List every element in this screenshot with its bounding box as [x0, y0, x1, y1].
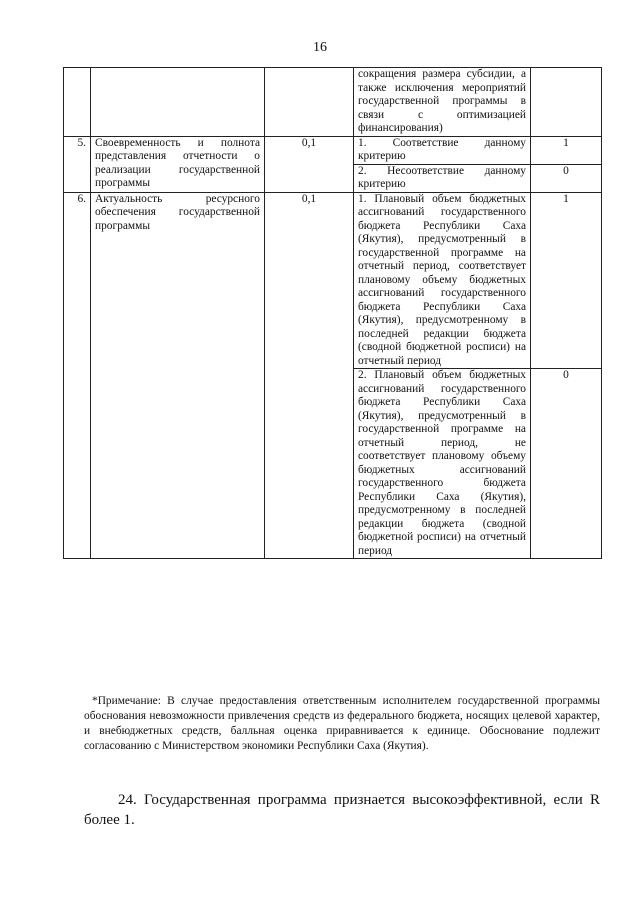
evaluation-criterion-cell: 2. Несоответствие данному критерию: [354, 164, 531, 192]
score-cell: 0: [531, 369, 602, 559]
weight-cell: [265, 68, 354, 137]
footnote: *Примечание: В случае предоставления ответственным исполнителем государственной программы обоснования невозможности привлечения средств из федерального бюджета, носящих целевой характер, и внебюджетных средств, балльная оценка приравнивается к единице. Обоснование подлежит согласованию с Министерством экономики Республики Саха (Якутия).: [84, 695, 600, 752]
row-number-cell: 6.: [64, 192, 91, 559]
table-row: [64, 192, 602, 369]
page-number: 16: [313, 40, 327, 55]
row-number-cell: 5.: [64, 136, 91, 192]
table-row: [64, 136, 602, 164]
score-cell: [531, 68, 602, 137]
criteria-table: [63, 67, 602, 559]
row-number-cell: [64, 68, 91, 137]
criterion-name-cell: [91, 68, 265, 137]
score-cell: 0: [531, 164, 602, 192]
criterion-name-cell: Своевременность и полнота представления отчетности о реализации государственной программы: [91, 136, 265, 192]
evaluation-criterion-cell: 1. Соответствие данному критерию: [354, 136, 531, 164]
score-cell: 1: [531, 192, 602, 369]
paragraph-24: 24. Государственная программа признается высокоэффективной, если R более 1.: [84, 792, 600, 828]
weight-cell: 0,1: [265, 136, 354, 192]
evaluation-criterion-cell: сокращения размера субсидии, а также исключения мероприятий государственной программы в связи с оптимизацией финансирования): [354, 68, 531, 137]
weight-cell: 0,1: [265, 192, 354, 559]
table-row: [64, 68, 602, 137]
score-cell: 1: [531, 136, 602, 164]
evaluation-criterion-cell: 1. Плановый объем бюджетных ассигнований государственного бюджета Республики Саха (Якутия), предусмотренный в государственной программе на отчетный период, соответствует плановому объему бюджетных ассигнований государственного бюджета Республики Саха (Якутия), предусмотренному в последней редакции бюджета (сводной бюджетной росписи) на отчетный период: [354, 192, 531, 369]
evaluation-criterion-cell: 2. Плановый объем бюджетных ассигнований государственного бюджета Республики Саха (Якутия), предусмотренный в государственной программе на отчетный период, не соответствует плановому объему бюджетных ассигнований государственного бюджета Республики Саха (Якутия), предусмотренному в последней редакции бюджета (сводной бюджетной росписи) на отчетный период: [354, 369, 531, 559]
criterion-name-cell: Актуальность ресурсного обеспечения государственной программы: [91, 192, 265, 559]
